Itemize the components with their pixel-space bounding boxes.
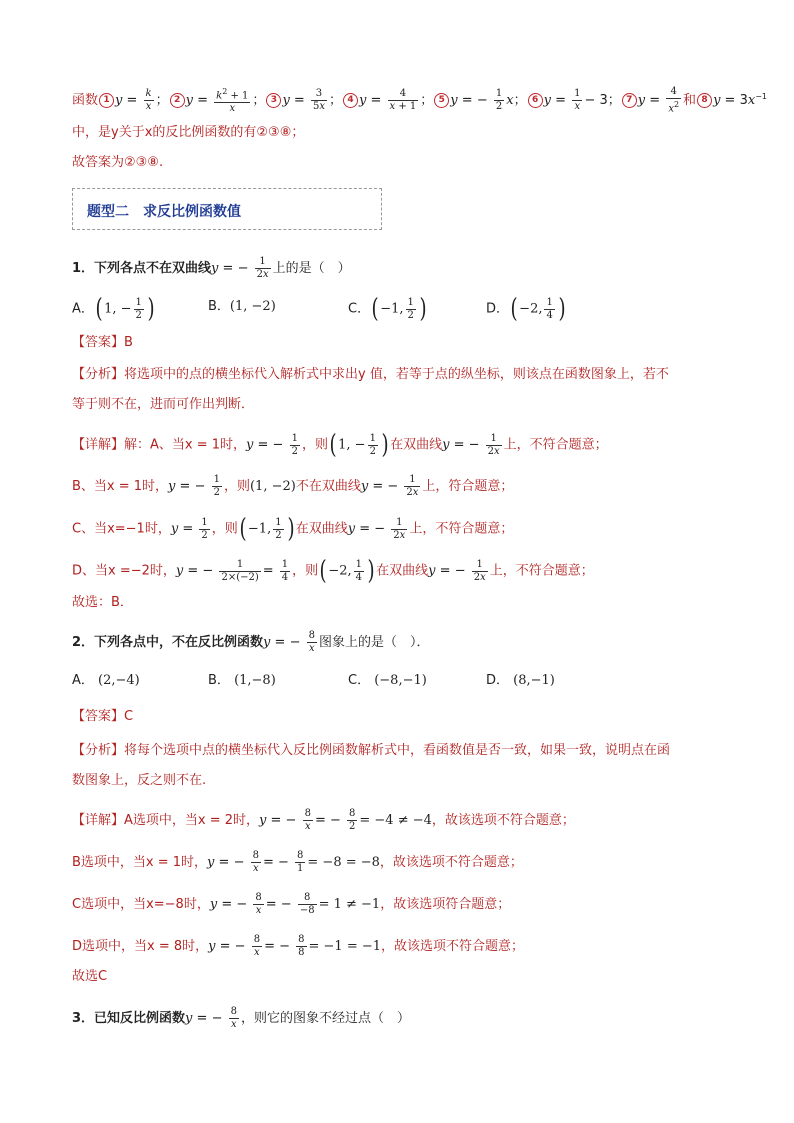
q1-detail-b: B、当x = 1时，y = − $\frac{1}{2}$ ，则(1, −2)不在双曲线y = − $\frac{1}{2x}$ 上，符合题意；	[72, 474, 514, 498]
q1-analysis-2: 等于则不在，进而可作出判断．	[72, 397, 255, 412]
q2-detail-c: C选项中，当x=−8时，y = − $\frac{8}{x}$ = − $\frac{8}{-8}$ = 1 ≠ −1，故该选项符合题意；	[72, 892, 511, 916]
item-num-1: 1	[99, 93, 114, 108]
item-num-7: 7	[622, 93, 637, 108]
q3-stem-a: 3．已知反比例函数	[72, 1011, 186, 1026]
q1-detail-c: C、当x=−1时，y = $\frac{1}{2}$ ，则( −1, $\frac{1}{2}$ ) 在双曲线y = − $\frac{1}{2x}$ 上，不符合题意；	[72, 514, 514, 544]
q1-conclusion: 故选：B．	[72, 595, 133, 610]
q1-stem-b: 上的是（ ）	[272, 261, 351, 276]
intro-line-3: 故答案为②③⑧.	[72, 155, 164, 170]
item-num-6: 6	[528, 93, 543, 108]
q1-detail-a: 【详解】解：A、当x = 1时，y = − $\frac{1}{2}$ ，则( 1, − $\frac{1}{2}$ ) 在双曲线y = − $\frac{1}{2x}$ 上，不符合题意；	[72, 430, 608, 460]
section-header-box	[72, 188, 382, 230]
q2-answer: 【答案】C	[72, 709, 134, 724]
item-num-3: 3	[266, 93, 281, 108]
q1-analysis-1: 【分析】将选项中的点的横坐标代入解析式中求出y 值，若等于点的纵坐标，则该点在函数图象上，若不	[72, 367, 669, 382]
q1-option-d: D．( −2, $\frac{1}{4}$ )	[486, 294, 566, 324]
item-num-8: 8	[697, 93, 712, 108]
q2-stem-b: 图象上的是（ ）．	[318, 635, 430, 650]
q1-answer: 【答案】B	[72, 335, 133, 350]
q3-stem-b: ，则它的图象不经过点（ ）	[240, 1011, 410, 1026]
q1-option-b: B．(1, −2)	[208, 299, 276, 314]
item-num-2: 2	[170, 93, 185, 108]
q2-analysis-2: 数图象上，反之则不在.	[72, 773, 207, 788]
q2-conclusion: 故选C	[72, 969, 108, 984]
item-num-4: 4	[343, 93, 358, 108]
intro-prefix: 函数	[72, 93, 99, 109]
q1-stem-a: 1．下列各点不在双曲线	[72, 261, 212, 276]
q2-detail-b: B选项中，当x = 1时，y = − $\frac{8}{x}$ = − $\frac{8}{1}$ = −8 = −8，故该选项不符合题意；	[72, 850, 523, 874]
q2-analysis-1: 【分析】将每个选项中点的横坐标代入反比例函数解析式中，看函数值是否一致，如果一致，说明点在函	[72, 743, 671, 758]
q2-detail-d: D选项中，当x = 8时，y = − $\frac{8}{x}$ = − $\frac{8}{8}$ = −1 = −1，故该选项不符合题意；	[72, 934, 525, 958]
q3-stem: 3．已知反比例函数y = − $\frac{8}{x}$ ，则它的图象不经过点（ ）	[72, 1006, 410, 1030]
q2-stem: 2．下列各点中，不在反比例函数y = − $\frac{8}{x}$ 图象上的是（ ）．	[72, 630, 430, 654]
intro-functions-line: 函数 1 y = $\frac{k}{x}$ ； 2 y = $\frac{k^2 + 1}{x}$ ； 3 y = $\frac{3}{5x}$ ； 4 y = $\frac{4}{x + 1}$ ； 5 y = − $\frac{1}{2}$ x； 6 y = $\frac{1}{x}$ − 3； 7 y = $\frac{4}{x^2}$ 和 8 $y = 3x^{-1}$	[72, 86, 767, 115]
q2-stem-a: 2．下列各点中，不在反比例函数	[72, 635, 264, 650]
q1-stem: 1．下列各点不在双曲线y = − $\frac{1}{2x}$ 上的是（ ）	[72, 256, 351, 280]
q1-detail-d: D、当x =−2时，y = − $\frac{1}{2\times(-2)}$ = $\frac{1}{4}$ ，则( −2, $\frac{1}{4}$ ) 在双曲线y = − $\frac{1}{2x}$ 上，不符合题意；	[72, 556, 594, 586]
q2-detail-a: 【详解】A选项中，当x = 2时，y = − $\frac{8}{x}$ = − $\frac{8}{2}$ = −4 ≠ −4，故该选项不符合题意；	[72, 808, 575, 832]
q1-option-c: C．( −1, $\frac{1}{2}$ )	[348, 294, 427, 324]
q2-option-c: C． (−8,−1)	[348, 673, 427, 688]
q2-option-b: B． (1,−8)	[208, 673, 276, 688]
q1-option-a: A．( 1, − $\frac{1}{2}$ )	[72, 294, 155, 324]
item-num-5: 5	[434, 93, 449, 108]
section-title: 题型二 求反比例函数值	[87, 204, 241, 220]
intro-line-2: 中，是y关于x的反比例函数的有②③⑧；	[72, 125, 305, 140]
q2-option-a: A． (2,−4)	[72, 673, 140, 688]
q2-option-d: D． (8,−1)	[486, 673, 555, 688]
